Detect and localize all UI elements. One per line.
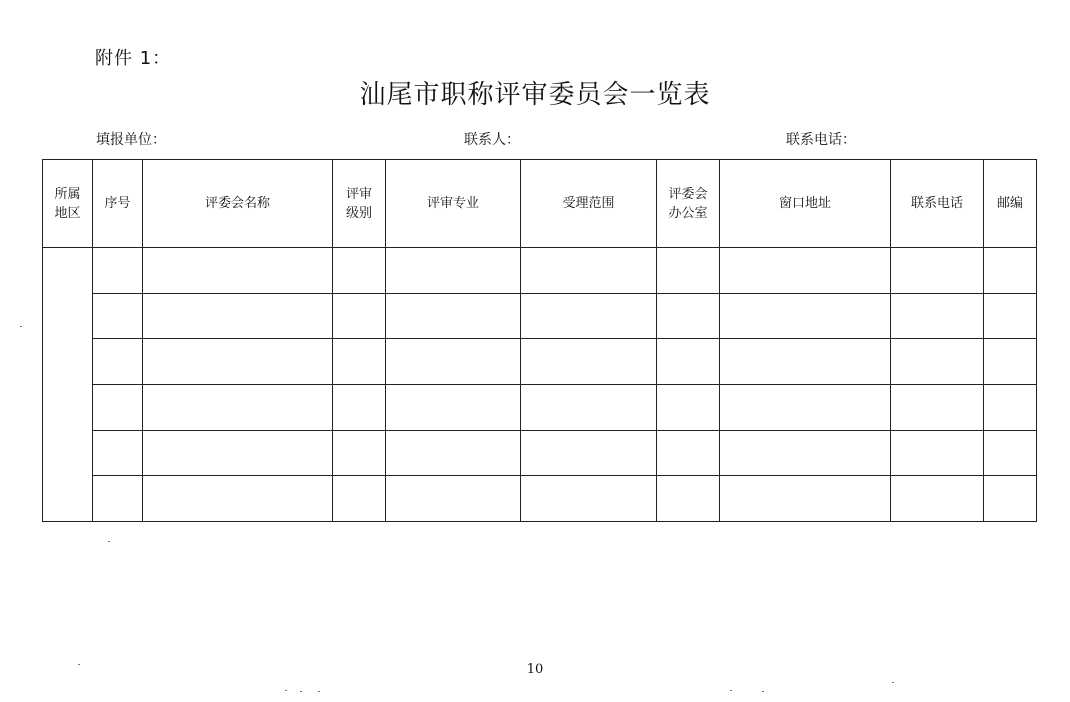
table-cell (143, 476, 333, 522)
table-row (43, 248, 1037, 294)
scan-speck (20, 326, 22, 327)
table-cell (891, 248, 984, 294)
contact-person-label: 联系人： (464, 132, 520, 148)
table-cell (386, 293, 521, 339)
header-window-address: 窗口地址 (720, 160, 891, 248)
table-cell (657, 384, 720, 430)
header-contact-phone: 联系电话 (891, 160, 984, 248)
region-merged-cell (43, 248, 93, 522)
table-cell (521, 384, 657, 430)
header-postcode: 邮编 (984, 160, 1037, 248)
table-cell (143, 430, 333, 476)
table-cell (333, 248, 386, 294)
header-review-specialty: 评审专业 (386, 160, 521, 248)
table-cell (720, 248, 891, 294)
table-cell (984, 430, 1037, 476)
table-cell (657, 430, 720, 476)
table-cell (521, 339, 657, 385)
scan-speck (78, 664, 80, 665)
scan-speck (730, 690, 732, 691)
table-cell (93, 430, 143, 476)
attachment-label: 附件 1： (95, 48, 172, 69)
table-cell (657, 248, 720, 294)
table-cell (521, 293, 657, 339)
table-cell (386, 476, 521, 522)
table-cell (93, 248, 143, 294)
table-cell (984, 384, 1037, 430)
table-row (43, 293, 1037, 339)
table-cell (93, 476, 143, 522)
table-cell (93, 293, 143, 339)
table-cell (143, 339, 333, 385)
header-committee-office: 评委会 办公室 (657, 160, 720, 248)
scan-speck (762, 691, 764, 692)
table-cell (891, 430, 984, 476)
table-cell (521, 476, 657, 522)
table-cell (386, 248, 521, 294)
header-review-level: 评审 级别 (333, 160, 386, 248)
scan-speck (892, 682, 894, 683)
table-row (43, 339, 1037, 385)
table-cell (657, 293, 720, 339)
table-cell (521, 248, 657, 294)
table-cell (984, 293, 1037, 339)
contact-phone-label: 联系电话： (786, 132, 856, 148)
table-row (43, 384, 1037, 430)
table-cell (720, 430, 891, 476)
table-cell (333, 339, 386, 385)
header-region: 所属 地区 (43, 160, 93, 248)
table-cell (891, 476, 984, 522)
header-acceptance-scope: 受理范围 (521, 160, 657, 248)
table-body (43, 248, 1037, 522)
table-cell (143, 293, 333, 339)
table-cell (984, 476, 1037, 522)
header-committee-name: 评委会名称 (143, 160, 333, 248)
table-cell (891, 384, 984, 430)
table-cell (984, 339, 1037, 385)
table-cell (143, 248, 333, 294)
table-cell (143, 384, 333, 430)
table-row (43, 476, 1037, 522)
scan-speck (318, 691, 320, 692)
table-cell (657, 476, 720, 522)
table-cell (720, 476, 891, 522)
table-cell (984, 248, 1037, 294)
table-cell (720, 293, 891, 339)
table-cell (333, 384, 386, 430)
scan-speck (300, 691, 302, 692)
fill-unit-label: 填报单位： (96, 132, 166, 148)
table-cell (891, 339, 984, 385)
table-cell (720, 339, 891, 385)
table-cell (93, 339, 143, 385)
table-cell (333, 430, 386, 476)
table-cell (386, 384, 521, 430)
table-row (43, 430, 1037, 476)
table-cell (333, 476, 386, 522)
page-number: 10 (526, 662, 544, 677)
page-title: 汕尾市职称评审委员会一览表 (359, 80, 711, 110)
table-cell (93, 384, 143, 430)
table-cell (386, 339, 521, 385)
table-header-row (43, 160, 1037, 248)
committee-table (42, 159, 1037, 522)
table-cell (891, 293, 984, 339)
table-cell (386, 430, 521, 476)
scan-speck (108, 541, 110, 542)
table-cell (720, 384, 891, 430)
table-cell (521, 430, 657, 476)
scan-speck (285, 690, 287, 691)
table-cell (333, 293, 386, 339)
table-cell (657, 339, 720, 385)
header-serial-number: 序号 (93, 160, 143, 248)
